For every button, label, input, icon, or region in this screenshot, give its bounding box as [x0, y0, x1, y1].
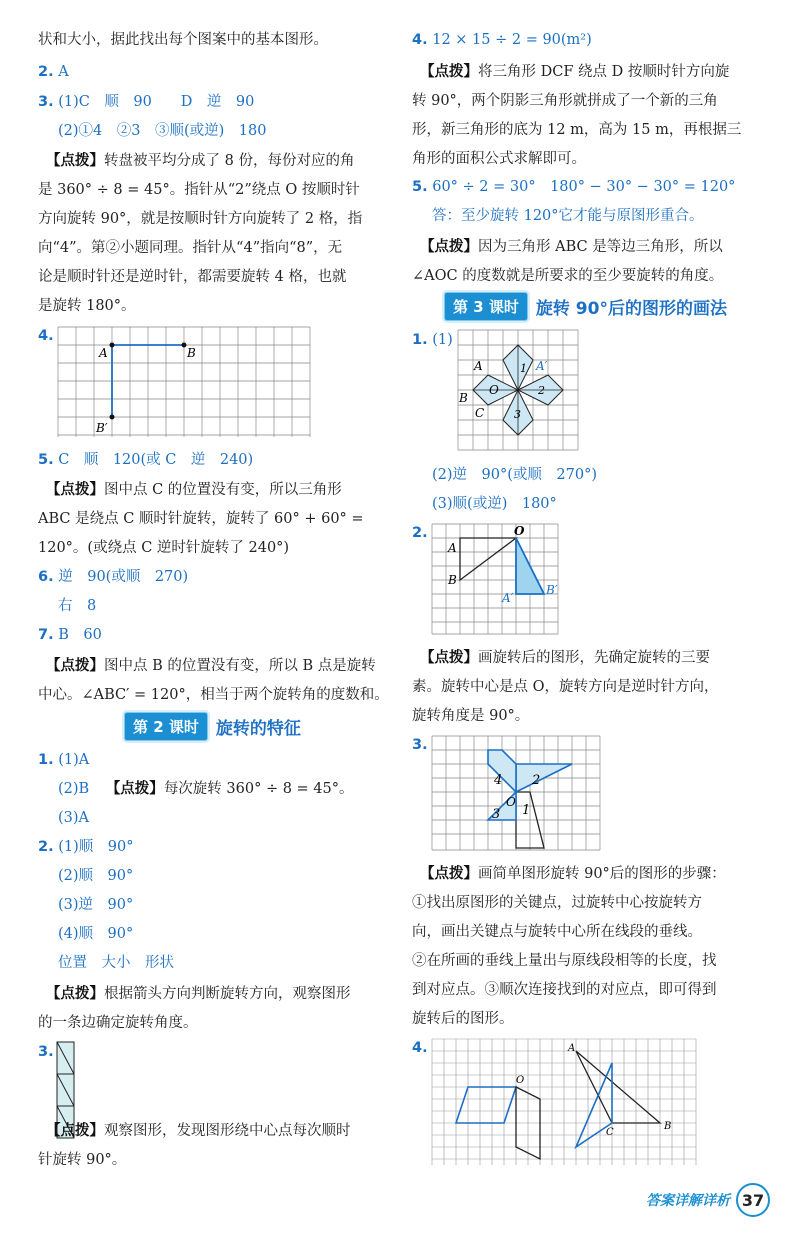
page-footer	[646, 1183, 770, 1217]
tip-tag: 【点拨】	[46, 658, 104, 674]
s3q3-number: 3.	[412, 737, 428, 753]
s3q4-label-b: B	[664, 1121, 672, 1132]
tip-text: 因为三角形 ABC 是等边三角形，所以	[478, 239, 723, 255]
s3q1-label-2: 2	[538, 384, 545, 397]
s3q1-label-c: C	[475, 406, 485, 420]
q3-tip-line3: 方向旋转 90°，就是按顺时针方向旋转了 2 格，指	[38, 211, 363, 227]
intro-text: 状和大小，据此找出每个图案中的基本图形。	[38, 32, 328, 48]
s3q3-grid-figure	[430, 734, 616, 854]
q5-tip-line2: ABC 是绕点 C 顺时针旋转，旋转了 60° + 60° =	[38, 511, 364, 527]
s2q2-ans1: (1)顺 90°	[58, 839, 134, 855]
q3-tip-line2: 是 360° ÷ 8 = 45°。指针从“2”绕点 O 按顺时针	[38, 182, 360, 198]
s2q2-tip-line2: 的一条边确定旋转角度。	[38, 1015, 198, 1031]
tip-text: 画简单图形旋转 90°后的图形的步骤：	[478, 866, 726, 882]
tip-tag: 【点拨】	[420, 239, 478, 255]
s3q3-label-4: 4	[494, 773, 503, 788]
tip-tag: 【点拨】	[420, 866, 478, 882]
s3q1-label-o: O	[489, 383, 499, 397]
s3q2-tip-line3: 旋转角度是 90°。	[412, 708, 530, 724]
s2q1-ans3: (3)A	[58, 810, 90, 826]
tip-text: 图中点 B 的位置没有变，所以 B 点是旋转	[104, 658, 376, 674]
q4-point-b2	[110, 415, 115, 420]
q7-number: 7.	[38, 627, 54, 643]
s3q3-tip-line5: 到对应点。③顺次连接找到的对应点，即可得到	[412, 982, 717, 998]
s3q4-parallelogram-original	[456, 1087, 516, 1123]
q7-tip-line2: 中心。∠ABC′ = 120°，相当于两个旋转角的度数和。	[38, 687, 389, 703]
q5-tip-line1	[46, 480, 342, 500]
s3q1-label-a: A	[474, 359, 483, 373]
tip-text: 每次旋转 360° ÷ 8 = 45°。	[163, 781, 354, 797]
s3q3-label-1: 1	[522, 803, 531, 818]
tip-text: 转盘被平均分成了 8 份，每份对应的角	[104, 153, 355, 169]
s3q2-label-a: A	[448, 541, 457, 555]
s3q3-tip-line1	[420, 864, 726, 884]
q6-line1	[38, 567, 188, 587]
s3q2-number: 2.	[412, 525, 428, 541]
q4-grid-figure	[56, 325, 316, 440]
s3q2-label-a2: A′	[502, 591, 514, 605]
q7-answer	[38, 625, 102, 645]
q6-ans2: 右 8	[58, 598, 97, 614]
q5-number: 5.	[38, 452, 54, 468]
q4-label-b2: B′	[96, 421, 108, 435]
s3q1-label-1: 1	[520, 362, 527, 375]
s3q2-grid-figure	[430, 522, 570, 638]
s3q3-tip-line2: ①找出原图形的关键点，过旋转中心按旋转方	[412, 895, 702, 911]
tip-tag: 【点拨】	[46, 1123, 104, 1139]
rq4-tip-line4: 角形的面积公式求解即可。	[412, 151, 586, 167]
rq5-number: 5.	[412, 179, 428, 195]
q3-ans1: (1)C 顺 90 D 逆 90	[58, 94, 255, 110]
q7-tip-line1	[46, 656, 376, 676]
q5-tip-line3: 120°。(或绕点 C 逆时针旋转了 240°)	[38, 540, 290, 556]
q3-tip-line1	[46, 151, 354, 171]
s3q3-tip-line3: 向，画出关键点与旋转中心所在线段的垂线。	[412, 924, 702, 940]
q4-number: 4.	[38, 328, 54, 344]
tip-text: 图中点 C 的位置没有变，所以三角形	[104, 482, 342, 498]
rq4-answer	[412, 30, 592, 50]
s3q1-line1	[412, 330, 453, 350]
s3q4-label-c: C	[606, 1127, 614, 1138]
q6-ans1: 逆 90(或顺 270)	[58, 569, 189, 585]
s3q1-grid-figure	[456, 328, 582, 454]
q2-answer	[38, 62, 69, 82]
s3q1-ans2: (2)逆 90°(或顺 270°)	[432, 467, 597, 483]
q4-label-b: B	[187, 346, 196, 360]
s3q1-ans1: (1)	[432, 332, 453, 348]
q5-text: C 顺 120(或 C 逆 240)	[58, 452, 254, 468]
rq5-ans1: 60° ÷ 2 = 30° 180° − 30° − 30° = 120°	[432, 179, 736, 195]
tip-tag: 【点拨】	[420, 650, 478, 666]
s3q3-tip-line4: ②在所画的垂线上量出与原线段相等的长度，找	[412, 953, 717, 969]
q3-line1	[38, 92, 254, 112]
q3-tip-line6: 是旋转 180°。	[38, 298, 136, 314]
s2q2-number: 2.	[38, 839, 54, 855]
rq5-ans2: 答：至少旋转 120°它才能与原图形重合。	[432, 208, 704, 224]
tip-tag: 【点拨】	[105, 781, 164, 797]
s3q4-number: 4.	[412, 1040, 428, 1056]
s3q1-ans3: (3)顺(或逆) 180°	[432, 496, 557, 512]
q3-ans2: (2)①4 ②3 ③顺(或逆) 180	[58, 123, 267, 139]
s3q2-label-o: O	[514, 524, 525, 538]
s2q3-tip-line1	[46, 1121, 351, 1141]
rq4-tip-line1	[420, 62, 729, 82]
s3q4-label-a: A	[568, 1043, 576, 1054]
s2q1-ans2: (2)B	[58, 781, 90, 797]
tip-text: 将三角形 DCF 绕点 D 按顺时针方向旋	[478, 64, 730, 80]
q5-answer	[38, 450, 253, 470]
rq4-tip-line3: 形，新三角形的底为 12 m，高为 15 m，再根据三	[412, 122, 742, 138]
page-number: 37	[736, 1183, 770, 1217]
s2q3-tip-line2: 针旋转 90°。	[38, 1152, 127, 1168]
tip-tag: 【点拨】	[420, 64, 478, 80]
s3q2-tip-line1	[420, 648, 710, 668]
s3q1-label-a2: A′	[536, 359, 548, 373]
q2-text: A	[58, 64, 69, 80]
s2q2-tip-line1	[46, 984, 351, 1004]
lesson2-banner	[124, 712, 301, 741]
q3-tip-line5: 论是顺时针还是逆时针，都需要旋转 4 格，也就	[38, 269, 347, 285]
s2q1-line1	[38, 750, 89, 770]
tip-text: 画旋转后的图形，先确定旋转的三要	[478, 650, 710, 666]
rq4-tip-line2: 转 90°，两个阴影三角形就拼成了一个新的三角	[412, 93, 718, 109]
s3q1-label-b: B	[459, 391, 468, 405]
lesson3-badge: 第 3 课时	[444, 292, 528, 321]
rq5-tip-line2: ∠AOC 的度数就是所要求的至少要旋转的角度。	[412, 268, 724, 284]
s3q3-label-2: 2	[532, 773, 541, 788]
s3q3-label-o: O	[506, 795, 516, 809]
s3q4-grid-figure	[430, 1037, 700, 1169]
rq5-line1	[412, 177, 735, 197]
s3q2-label-b2: B′	[546, 583, 558, 597]
s2q1-number: 1.	[38, 752, 54, 768]
tip-tag: 【点拨】	[46, 986, 104, 1002]
lesson2-title: 旋转的特征	[215, 719, 301, 739]
rq5-tip-line1	[420, 237, 723, 257]
q6-number: 6.	[38, 569, 54, 585]
tip-tag: 【点拨】	[46, 482, 104, 498]
lesson3-title: 旋转 90°后的图形的画法	[535, 299, 727, 319]
q2-number: 2.	[38, 64, 54, 80]
s3q3-label-3: 3	[492, 807, 501, 822]
s2q2-ans3: (3)逆 90°	[58, 897, 134, 913]
s2q1-line2	[58, 779, 354, 799]
tip-text: 根据箭头方向判断旋转方向，观察图形	[104, 986, 351, 1002]
tip-tag: 【点拨】	[46, 153, 104, 169]
q4-label-a: A	[99, 346, 108, 360]
s2q1-ans1: (1)A	[58, 752, 90, 768]
s3q1-number: 1.	[412, 332, 428, 348]
s3q3-tip-line6: 旋转后的图形。	[412, 1011, 514, 1027]
q4-point-a	[110, 343, 115, 348]
s2q2-ans2: (2)顺 90°	[58, 868, 134, 884]
q4-point-b	[182, 343, 187, 348]
q3-tip-line4: 向“4”。第②小题同理。指针从“4”指向“8”，无	[38, 240, 343, 256]
footer-title: 答案详解详析	[646, 1193, 730, 1209]
s2q3-number: 3.	[38, 1044, 54, 1060]
s3q2-tip-line2: 素。旋转中心是点 O，旋转方向是逆时针方向，	[412, 679, 719, 695]
tip-text: 观察图形，发现图形绕中心点每次顺时	[104, 1123, 351, 1139]
s3q4-label-o: O	[516, 1075, 525, 1086]
q7-text: B 60	[58, 627, 102, 643]
rq4-text: 12 × 15 ÷ 2 = 90(m²)	[432, 32, 592, 48]
lesson3-banner	[444, 292, 727, 321]
lesson2-badge: 第 2 课时	[124, 712, 208, 741]
s3q1-label-3: 3	[514, 408, 521, 421]
s2q2-ans5: 位置 大小 形状	[58, 955, 174, 971]
s2q2-ans4: (4)顺 90°	[58, 926, 134, 942]
q3-number: 3.	[38, 94, 54, 110]
s2q2-line1	[38, 837, 133, 857]
s3q2-label-b: B	[448, 573, 457, 587]
rq4-number: 4.	[412, 32, 428, 48]
